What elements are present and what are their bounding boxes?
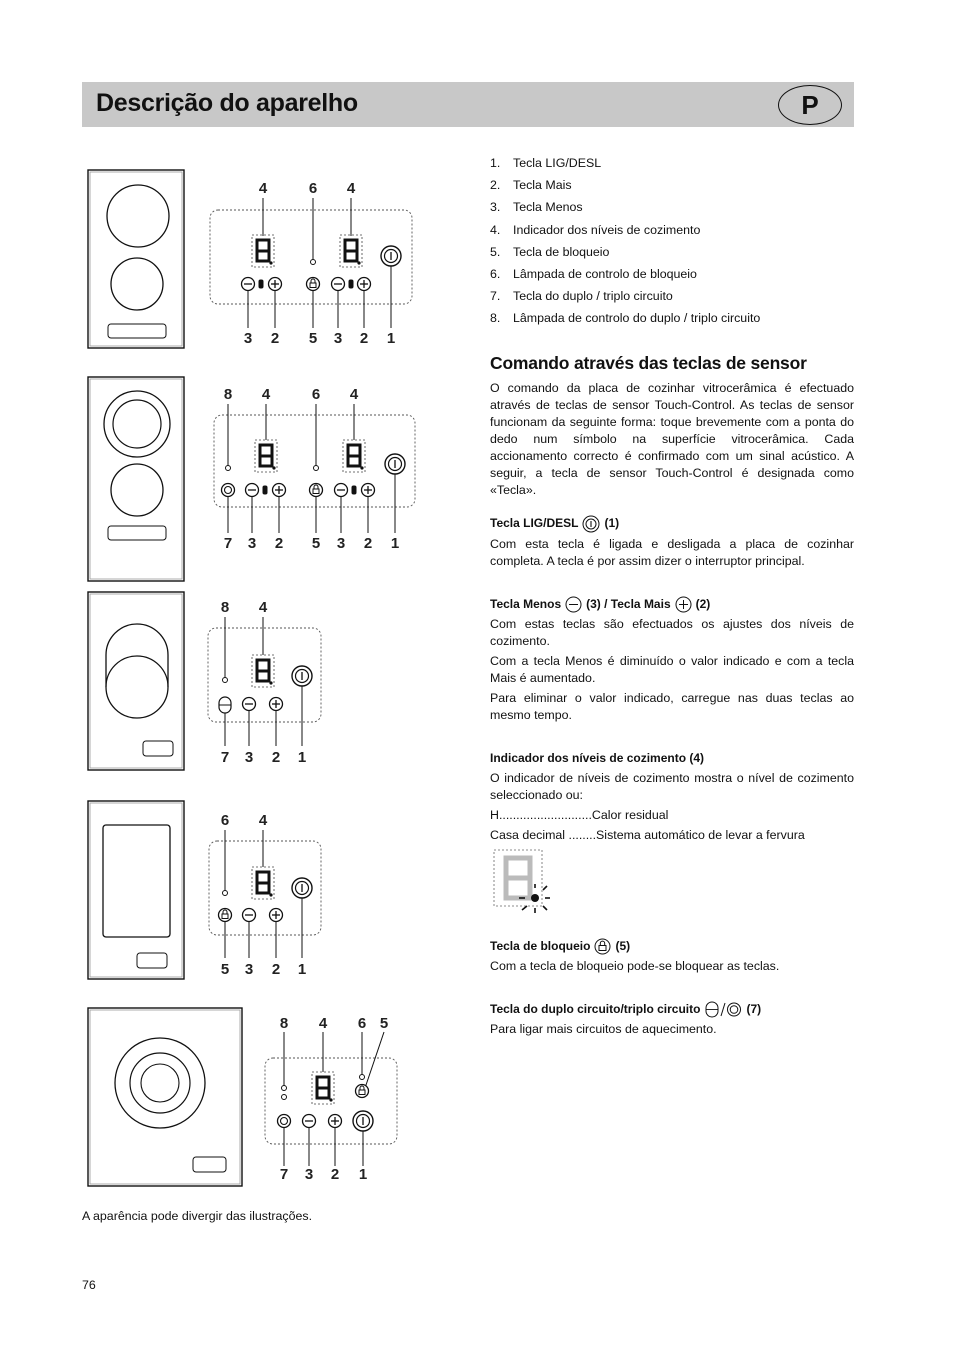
- fig5-top-label: 4: [318, 1015, 328, 1032]
- fig2-top-label: 4: [349, 386, 359, 403]
- dual-triple-circuit-icon: [704, 1001, 742, 1018]
- fig5-bottom-label: 1: [358, 1166, 368, 1183]
- fig5-top-label: 5: [379, 1015, 389, 1032]
- lock-icon: [594, 938, 611, 955]
- circuit-text: Para ligar mais circuitos de aquecimento.: [490, 1021, 717, 1036]
- parts-list: [490, 155, 854, 333]
- fig5-bottom-label: 3: [304, 1166, 314, 1183]
- fig2-bottom-label: 3: [336, 535, 346, 552]
- display-h-row: H........................... Calor residual: [490, 807, 669, 822]
- minus-plus-text-1: Com estas teclas são efectuados os ajustes dos níveis de cozimento.: [490, 616, 854, 648]
- footnote: A aparência pode divergir das ilustrações.: [82, 1209, 313, 1223]
- power-icon: [582, 515, 600, 533]
- fig1-top-label: 6: [308, 180, 318, 197]
- fig1-bottom-label: 2: [359, 330, 369, 347]
- list-item: 6. Lâmpada de controlo de bloqueio: [490, 266, 697, 281]
- list-item: 8. Lâmpada de controlo do duplo / triplo circuito: [490, 311, 761, 326]
- list-item: 4. Indicador dos níveis de cozimento: [490, 222, 701, 237]
- plus-icon: [675, 596, 692, 613]
- decimal-point-flashing-icon: [492, 848, 562, 922]
- fig3-bottom-label: 3: [244, 749, 254, 766]
- fig5-bottom-label: 7: [279, 1166, 289, 1183]
- hob-figure-5: [88, 1008, 397, 1186]
- display-heading: Indicador dos níveis de cozimento (4): [490, 750, 705, 765]
- hob-figure-3: [88, 592, 321, 770]
- fig5-top-label: 8: [279, 1015, 289, 1032]
- minus-plus-text-2: Com a tecla Menos é diminuído o valor indicado e com a tecla Mais é aumentado.: [490, 653, 854, 685]
- fig4-bottom-label: 2: [271, 961, 281, 978]
- fig4-top-label: 6: [220, 812, 230, 829]
- fig2-top-label: 6: [311, 386, 321, 403]
- minus-plus-heading: Tecla Menos (3) / Tecla Mais (2): [490, 596, 711, 611]
- display-text: O indicador de níveis de cozimento mostra o nível de cozimento seleccionado ou:: [490, 770, 854, 802]
- fig1-bottom-label: 3: [243, 330, 253, 347]
- display-decimal-row: Casa decimal ........ Sistema automático de levar a fervura: [490, 827, 805, 842]
- fig1-bottom-label: 2: [270, 330, 280, 347]
- fig3-bottom-label: 7: [220, 749, 230, 766]
- lock-text: Com a tecla de bloqueio pode-se bloquear as teclas.: [490, 958, 780, 973]
- fig5-top-label: 6: [357, 1015, 367, 1032]
- minus-icon: [565, 596, 582, 613]
- lock-heading: Tecla de bloqueio (5): [490, 938, 631, 953]
- hob-figure-2: [88, 377, 415, 581]
- fig2-bottom-label: 2: [274, 535, 284, 552]
- fig4-top-label: 4: [258, 812, 268, 829]
- list-item: 3. Tecla Menos: [490, 200, 583, 215]
- fig2-bottom-label: 7: [223, 535, 233, 552]
- fig4-bottom-label: 1: [297, 961, 307, 978]
- list-item: 1. Tecla LIG/DESL: [490, 156, 602, 170]
- onoff-text: Com esta tecla é ligada e desligada a placa de cozinhar completa. A tecla é por assim dizer o interruptor principal.: [490, 536, 854, 568]
- hob-figure-4: [88, 801, 321, 979]
- fig2-bottom-label: 1: [390, 535, 400, 552]
- list-item: 5. Tecla de bloqueio: [490, 244, 610, 259]
- circuit-heading: Tecla do duplo circuito/triplo circuito (7): [490, 1001, 762, 1016]
- list-item: 2. Tecla Mais: [490, 178, 572, 193]
- fig3-bottom-label: 1: [297, 749, 307, 766]
- fig3-top-label: 8: [220, 599, 230, 616]
- fig2-top-label: 8: [223, 386, 233, 403]
- fig4-bottom-label: 5: [220, 961, 230, 978]
- hob-figure-1: [88, 170, 412, 348]
- fig3-bottom-label: 2: [271, 749, 281, 766]
- fig4-bottom-label: 3: [244, 961, 254, 978]
- minus-plus-text-3: Para eliminar o valor indicado, carregue nas duas teclas ao mesmo tempo.: [490, 690, 854, 722]
- hob-illustrations: [0, 0, 480, 1200]
- fig1-top-label: 4: [346, 180, 356, 197]
- language-badge: P: [778, 85, 842, 125]
- fig2-bottom-label: 2: [363, 535, 373, 552]
- description-column: [490, 155, 854, 1038]
- page-number: 76: [82, 1278, 96, 1292]
- page-title: Descrição do aparelho: [96, 89, 358, 117]
- fig1-top-label: 4: [258, 180, 268, 197]
- fig2-bottom-label: 3: [247, 535, 257, 552]
- onoff-heading: Tecla LIG/DESL (1): [490, 515, 854, 533]
- fig1-bottom-label: 1: [386, 330, 396, 347]
- fig1-bottom-label: 5: [308, 330, 318, 347]
- fig5-bottom-label: 2: [330, 1166, 340, 1183]
- fig2-bottom-label: 5: [311, 535, 321, 552]
- intro-paragraph: O comando da placa de cozinhar vitrocerâmica é efectuado através de teclas de sensor Touch-Control. As teclas de sensor funcionam da seguinte forma: toque brevemente com a ponta do dedo num símbolo na superfície vitrocerâmica. Cada accionamento correcto é confirmado com um sinal acústico. A seguir, a tecla de sensor Touch-Control é designada como «Tecla».: [490, 380, 854, 497]
- fig3-top-label: 4: [258, 599, 268, 616]
- fig2-top-label: 4: [261, 386, 271, 403]
- section-title: Comando através das teclas de sensor: [490, 352, 807, 373]
- fig1-bottom-label: 3: [333, 330, 343, 347]
- list-item: 7. Tecla do duplo / triplo circuito: [490, 289, 673, 304]
